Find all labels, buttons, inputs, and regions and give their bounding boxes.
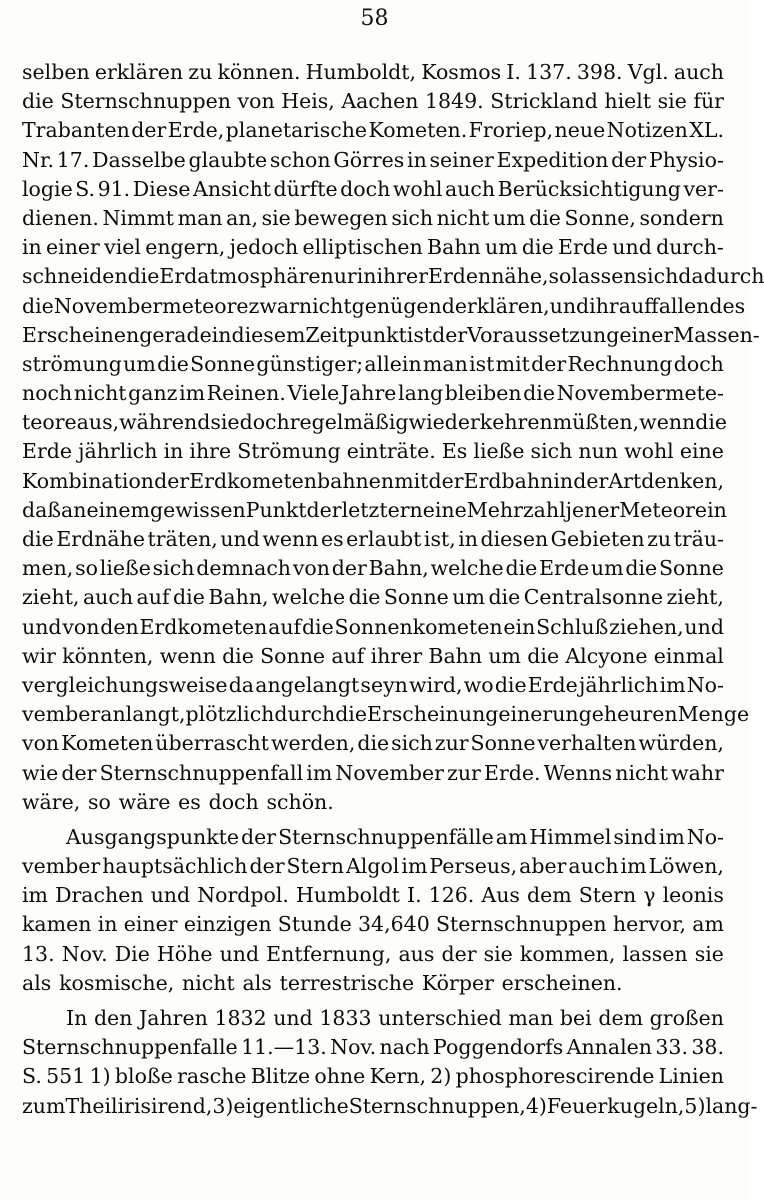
text-line: die Sternschnuppen von Heis, Aachen 1849. Strickland hielt sie für — [22, 89, 724, 114]
text-line: men, so ließe sich demnach von der Bahn, welche die Erde um die Sonne — [22, 556, 724, 581]
text-line: in einer viel engern, jedoch elliptischen Bahn um die Erde und durch- — [22, 235, 724, 260]
text-line: teore aus, während sie doch regelmäßig wiederkehren müßten, wenn die — [22, 410, 728, 435]
text-line: im Drachen und Nordpol. Humboldt I. 126. Aus dem Stern γ leonis — [22, 883, 724, 908]
text-line: In den Jahren 1832 und 1833 unterschied man bei dem großen — [66, 1006, 724, 1030]
text-line: vergleichungsweise da angelangt seyn wird, wo die Erde jährlich im No- — [22, 672, 724, 697]
text-line: Erde jährlich in ihre Strömung einträte. Es ließe sich nun wohl eine — [22, 439, 724, 464]
text-line: selben erklären zu können. Humboldt, Kosmos I. 137. 398. Vgl. auch — [22, 60, 724, 84]
text-line: schneiden die Erdatmosphäre nur in ihrer Erdennähe, so lassen sich dadurch — [22, 264, 764, 289]
text-line: wäre, so wäre es doch schön. — [22, 789, 334, 814]
text-line: 13. Nov. Die Höhe und Entfernung, aus der sie kommen, lassen sie — [22, 941, 724, 966]
text-line: die Erdnähe träten, und wenn es erlaubt ist, in diesen Gebieten zu träu- — [22, 527, 724, 551]
text-line: Trabanten der Erde, planetarische Kometen. Froriep, neue Notizen XL. — [22, 118, 724, 143]
text-line: zieht, auch auf die Bahn, welche die Sonne um die Centralsonne zieht, — [22, 585, 724, 610]
text-line: kamen in einer einzigen Stunde 34,640 Sternschnuppen hervor, am — [22, 912, 724, 937]
text-line: wie der Sternschnuppenfall im November zur Erde. Wenns nicht wahr — [22, 760, 724, 785]
text-line: noch nicht ganz im Reinen. Viele Jahre lang bleiben die Novembermete- — [22, 381, 724, 406]
text-line: als kosmische, nicht als terrestrische Körper erscheinen. — [22, 970, 623, 995]
text-line: daß an einem gewissen Punkt der letztern eine Mehrzahl jener Meteore in — [22, 497, 727, 522]
text-line: logie S. 91. Diese Ansicht dürfte doch wohl auch Berücksichtigung ver- — [22, 176, 724, 201]
text-line: Sternschnuppenfalle 11.—13. Nov. nach Poggendorfs Annalen 33. 38. — [22, 1035, 724, 1060]
text-line: und von den Erdkometen auf die Sonnenkometen ein Schluß ziehen, und — [22, 614, 724, 639]
text-line: strömung um die Sonne günstiger; allein man ist mit der Rechnung doch — [22, 351, 724, 376]
text-line: dienen. Nimmt man an, sie bewegen sich nicht um die Sonne, sondern — [22, 205, 724, 230]
text-line: von Kometen überrascht werden, die sich zur Sonne verhalten würden, — [22, 731, 724, 756]
text-line: Kombination der Erdkometenbahnen mit der Erdbahn in der Art denken, — [22, 468, 724, 493]
text-line: die Novembermeteore zwar nicht genügend erklären, und ihr auffallendes — [22, 293, 746, 318]
text-line: Nr. 17. Dasselbe glaubte schon Görres in seiner Expedition der Physio- — [22, 147, 724, 172]
page-number: 58 — [360, 6, 389, 31]
text-line: wir könnten, wenn die Sonne auf ihrer Bahn um die Alcyone einmal — [22, 643, 724, 668]
text-line: S. 551 1) bloße rasche Blitze ohne Kern, 2) phosphorescirende Linien — [22, 1064, 724, 1089]
body-text — [22, 58, 764, 1121]
text-line: zum Theil irisirend, 3) eigentliche Sternschnuppen, 4) Feuerkugeln, 5) lang- — [22, 1093, 758, 1118]
text-line: Erscheinen gerade in diesem Zeitpunkt ist der Voraussetzung einer Massen- — [22, 322, 760, 347]
text-line: Ausgangspunkte der Sternschnuppenfälle am Himmel sind im No- — [66, 824, 724, 849]
text-line: vember hauptsächlich der Stern Algol im Perseus, aber auch im Löwen, — [22, 854, 724, 879]
text-line: vember anlangt, plötzlich durch die Erscheinung einer ungeheuren Menge — [22, 702, 750, 727]
